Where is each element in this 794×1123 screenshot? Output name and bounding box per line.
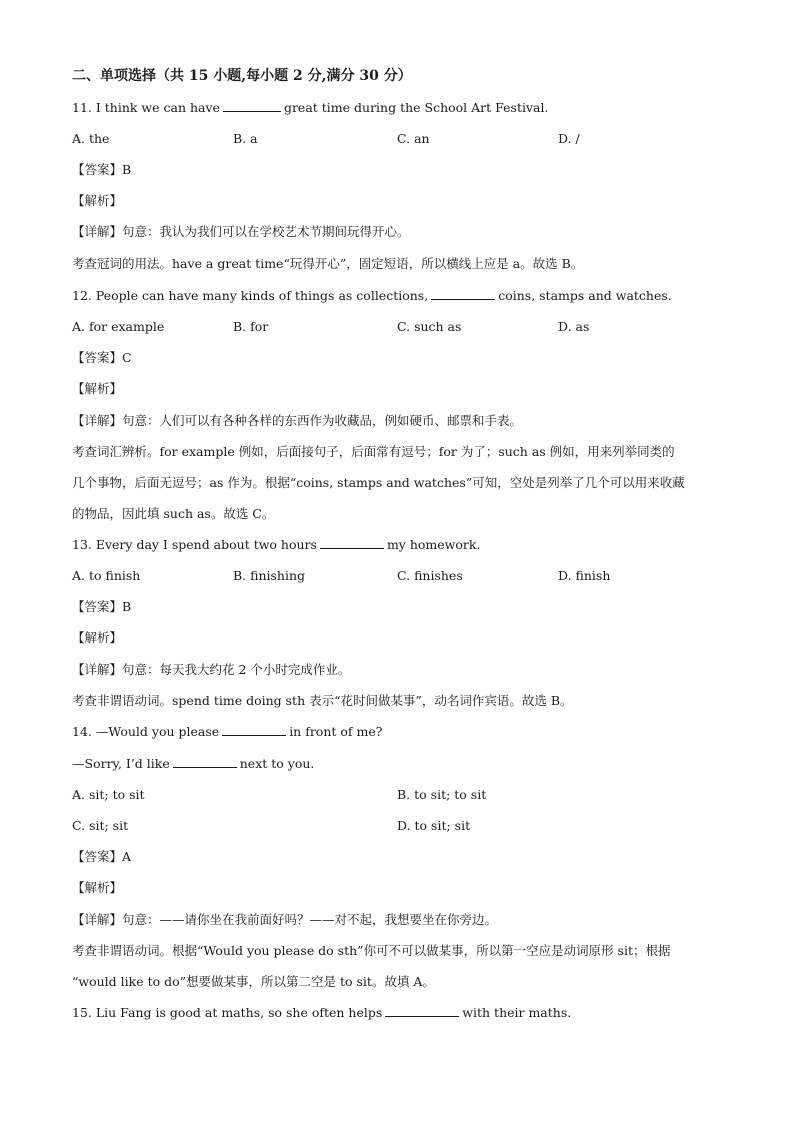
question-14-answer bbox=[72, 849, 131, 865]
question-12-answer bbox=[72, 350, 132, 366]
question-11-explanation: 考查冠词的用法。have a great time“玩得开心”，固定短语，所以横线上应是 a。故选 B。 bbox=[72, 256, 584, 271]
question-12-stem-b: coins, stamps and watches. bbox=[498, 288, 672, 303]
option-c: C. an bbox=[397, 131, 430, 146]
question-13-answer bbox=[72, 599, 131, 615]
answer-blank bbox=[223, 100, 281, 112]
question-14-line-1 bbox=[72, 724, 382, 740]
question-11-stem bbox=[72, 100, 548, 116]
answer-value: C bbox=[122, 350, 132, 365]
answer-value: B bbox=[122, 162, 132, 177]
question-13-analysis-label: 【解析】 bbox=[72, 630, 123, 645]
question-11-detail bbox=[72, 224, 410, 240]
option-a: A. the bbox=[72, 131, 110, 146]
question-12-explanation-3: 的物品，因此填 such as。故选 C。 bbox=[72, 506, 275, 521]
question-13-stem bbox=[72, 537, 480, 553]
option-c: C. sit; sit bbox=[72, 818, 129, 833]
option-a: A. to finish bbox=[72, 568, 141, 583]
detail-label: 【详解】 bbox=[72, 224, 123, 239]
question-13-options bbox=[72, 568, 722, 584]
detail-text: 句意：每天我大约花 2 个小时完成作业。 bbox=[122, 662, 351, 677]
option-b: B. finishing bbox=[233, 568, 306, 583]
detail-label: 【详解】 bbox=[72, 662, 123, 677]
question-13-stem-a: 13. Every day I spend about two hours bbox=[72, 537, 317, 552]
question-14-analysis-label: 【解析】 bbox=[72, 880, 123, 895]
question-12-explanation-1: 考查词汇辨析。for example 例如，后面接句子，后面常有逗号；for 为了；such as 例如，用来列举同类的 bbox=[72, 444, 675, 459]
question-15-stem-b: with their maths. bbox=[462, 1005, 572, 1020]
question-11-answer bbox=[72, 162, 131, 178]
question-11-stem-a: 11. I think we can have bbox=[72, 100, 220, 115]
option-d: D. finish bbox=[558, 568, 611, 583]
question-14-line-2-b: next to you. bbox=[239, 756, 315, 771]
section-title: 二、单项选择（共 15 小题,每小题 2 分,满分 30 分） bbox=[72, 68, 412, 84]
question-11-stem-b: great time during the School Art Festival. bbox=[283, 100, 549, 115]
question-15-stem-a: 15. Liu Fang is good at maths, so she often helps bbox=[72, 1005, 383, 1020]
answer-value: B bbox=[122, 599, 132, 614]
question-13-detail bbox=[72, 662, 350, 678]
question-12-options bbox=[72, 319, 722, 335]
answer-blank bbox=[173, 756, 237, 768]
option-b: B. for bbox=[233, 319, 269, 334]
option-b: B. to sit; to sit bbox=[397, 787, 487, 802]
question-12-analysis-label: 【解析】 bbox=[72, 381, 123, 396]
answer-blank bbox=[222, 724, 286, 736]
answer-label: 【答案】 bbox=[72, 162, 123, 177]
question-12-explanation-2: 几个事物，后面无逗号；as 作为。根据“coins, stamps and watches”可知，空处是列举了几个可以用来收藏 bbox=[72, 475, 685, 490]
question-12-stem bbox=[72, 288, 672, 304]
option-c: C. finishes bbox=[397, 568, 463, 583]
detail-label: 【详解】 bbox=[72, 912, 123, 927]
question-14-options-row-2 bbox=[72, 818, 722, 834]
answer-label: 【答案】 bbox=[72, 849, 123, 864]
option-d: D. to sit; sit bbox=[397, 818, 471, 833]
question-13-explanation: 考查非谓语动词。spend time doing sth 表示“花时间做某事”，动名词作宾语。故选 B。 bbox=[72, 693, 573, 708]
answer-blank bbox=[431, 288, 495, 300]
question-14-detail bbox=[72, 912, 497, 928]
option-a: A. sit; to sit bbox=[72, 787, 145, 802]
question-14-explanation-2: “would like to do”想要做某事，所以第二空是 to sit。故填 A。 bbox=[72, 974, 435, 989]
question-11-analysis-label: 【解析】 bbox=[72, 193, 123, 208]
question-12-detail bbox=[72, 413, 522, 429]
question-14-line-2-a: —Sorry, I’d like bbox=[72, 756, 170, 771]
detail-text: 句意：我认为我们可以在学校艺术节期间玩得开心。 bbox=[122, 224, 410, 239]
answer-blank bbox=[320, 537, 384, 549]
option-b: B. a bbox=[233, 131, 258, 146]
option-d: D. / bbox=[558, 131, 580, 146]
question-14-options-row-1 bbox=[72, 787, 722, 803]
option-c: C. such as bbox=[397, 319, 462, 334]
question-14-line-2 bbox=[72, 756, 314, 772]
option-d: D. as bbox=[558, 319, 590, 334]
answer-blank bbox=[385, 1005, 459, 1017]
question-11-options bbox=[72, 131, 722, 147]
question-14-line-1-b: in front of me? bbox=[289, 724, 383, 739]
answer-value: A bbox=[122, 849, 132, 864]
question-14-line-1-a: 14. —Would you please bbox=[72, 724, 220, 739]
question-13-stem-b: my homework. bbox=[386, 537, 481, 552]
question-15-stem bbox=[72, 1005, 571, 1021]
question-12-stem-a: 12. People can have many kinds of things as collections, bbox=[72, 288, 429, 303]
detail-label: 【详解】 bbox=[72, 413, 123, 428]
option-a: A. for example bbox=[72, 319, 165, 334]
question-14-explanation-1: 考查非谓语动词。根据“Would you please do sth”你可不可以做某事，所以第一空应是动词原形 sit；根据 bbox=[72, 943, 671, 958]
detail-text: 句意：——请你坐在我前面好吗？——对不起，我想要坐在你旁边。 bbox=[122, 912, 498, 927]
answer-label: 【答案】 bbox=[72, 599, 123, 614]
answer-label: 【答案】 bbox=[72, 350, 123, 365]
detail-text: 句意：人们可以有各种各样的东西作为收藏品，例如硬币、邮票和手表。 bbox=[122, 413, 523, 428]
